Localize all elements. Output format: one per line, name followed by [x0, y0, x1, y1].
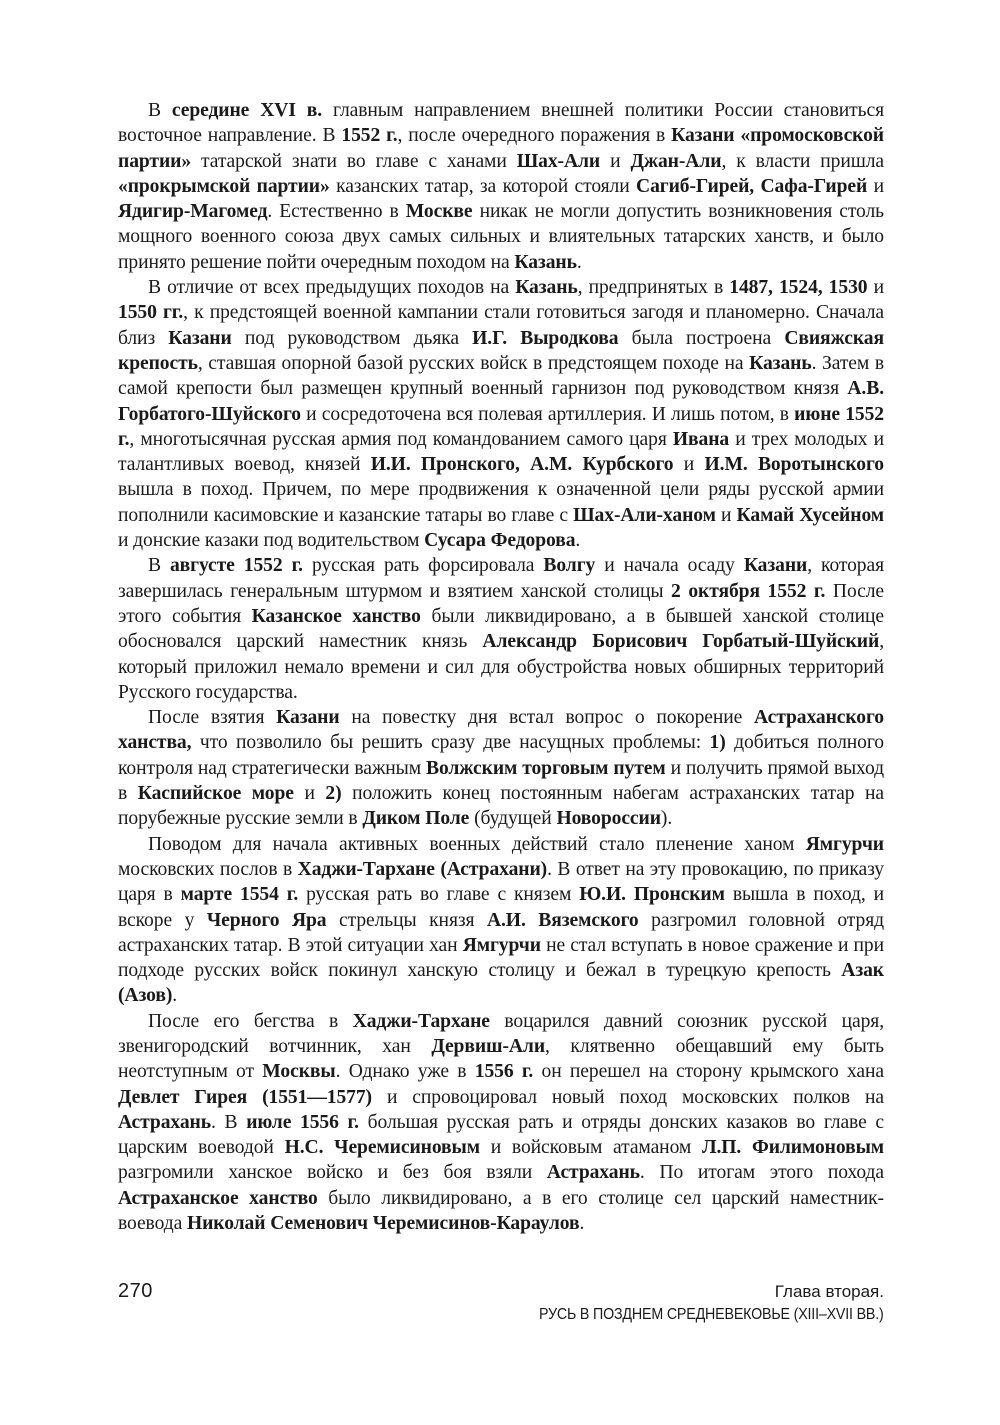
bold-term: Ю.И. Пронским — [579, 884, 725, 906]
bold-term: «прокрымской партии» — [118, 175, 330, 197]
text-run: . Естественно в — [267, 201, 406, 223]
bold-term: Девлет Гирея (1551—1577) — [118, 1086, 372, 1108]
text-run: стрельцы князя — [326, 909, 487, 931]
bold-term: Ядигир-Магомед — [118, 201, 268, 223]
bold-term: Ямгурчи — [462, 934, 541, 956]
text-run: После этого события — [118, 580, 885, 627]
bold-term: Казанское ханство — [251, 605, 421, 627]
text-run: было ликвидировано, а в его столице сел царский наместник-воевода — [118, 1187, 884, 1235]
paragraph — [118, 1009, 884, 1237]
bold-term: июле 1556 г. — [246, 1111, 359, 1133]
bold-term: Азак (Азов) — [118, 960, 884, 1007]
text-run: вышла в поход, и вскоре у — [118, 884, 884, 931]
bold-term: Казань — [749, 352, 812, 374]
text-run: В — [148, 555, 170, 577]
text-run: казанских татар, за которой стояли — [329, 175, 637, 197]
text-run: , которая завершилась генеральным штурмом и взятием ханской столицы — [118, 555, 884, 602]
bold-term: Москвы — [262, 1061, 336, 1083]
bold-term: Астрахань — [118, 1111, 212, 1133]
bold-term: 2) — [325, 783, 342, 805]
bold-term: Ямгурчи — [805, 833, 884, 855]
paragraph — [118, 98, 884, 275]
bold-term: 1550 гг. — [118, 302, 184, 324]
running-footer — [509, 1280, 884, 1326]
text-run: и — [600, 150, 631, 172]
text-run: и получить прямой выход в — [118, 757, 884, 805]
bold-term: Москве — [405, 201, 473, 223]
bold-term: Дервиш-Али — [431, 1035, 546, 1057]
text-run: он перешел на сторону крымского хана — [533, 1061, 884, 1083]
text-run: , ставшая опорной базой русских войск в предстоящем походе на — [197, 352, 750, 374]
text-run: разгромил головной отряд астраханских татар. В этой ситуации хан — [118, 909, 884, 956]
text-run: (будущей — [469, 808, 557, 830]
text-run: и — [673, 454, 705, 476]
text-run: главным направлением внешней политики России становиться восточное направление. В — [118, 100, 884, 147]
text-run: добиться полного контроля над стратегически важным — [118, 732, 884, 779]
bold-term: Л.П. Филимоновым — [701, 1137, 885, 1159]
text-run: В — [148, 100, 172, 121]
text-run: , многотысячная русская армия под командованием самого царя — [129, 428, 673, 450]
bold-term: Хаджи-Тархане — [352, 1010, 490, 1032]
body-text — [118, 98, 884, 1236]
bold-term: Астраханского ханства, — [118, 707, 885, 754]
bold-term: середине XVI в. — [171, 100, 323, 121]
bold-term: Николай Семенович Черемисинов-Караулов — [186, 1213, 580, 1235]
text-run: и донские казаки под водительством — [118, 530, 425, 552]
bold-term: Астрахань — [546, 1162, 640, 1184]
bold-term: Свияжская крепость — [118, 327, 884, 374]
text-run: , к власти пришла — [721, 150, 884, 172]
bold-term: 1552 г. — [341, 125, 398, 147]
text-run: московских послов в — [118, 858, 298, 880]
text-run: на повестку дня встал вопрос о покорение — [339, 707, 755, 729]
page-number: 270 — [118, 1280, 153, 1302]
bold-term: Казань — [515, 277, 578, 299]
text-run: и — [867, 277, 884, 299]
text-run: разгромили ханское войско и без боя взяли — [118, 1162, 547, 1184]
text-run: , предпринятых в — [577, 277, 730, 299]
text-run: , который приложил немало времени и сил для обустройства новых обширных территорий Русского государства. — [118, 631, 885, 703]
bold-term: Ивана — [672, 428, 730, 450]
bold-term: Казани — [276, 707, 340, 729]
bold-term: Волгу — [543, 555, 596, 577]
text-run: , к предстоящей военной кампании стали готовиться загодя и планомерно. Сначала близ — [118, 302, 884, 349]
page-footer — [118, 1275, 884, 1335]
bold-term: марте 1554 г. — [180, 884, 299, 906]
bold-term: Сусара Федорова — [424, 530, 576, 552]
bold-term: Камай Хусейном — [736, 504, 885, 526]
bold-term: А.В. Горбатого-Шуйского — [118, 378, 884, 425]
text-run: были ликвидировано, а в бывшей ханской столице обосновался царский наместник князь — [118, 605, 884, 653]
bold-term: Александр Борисович Горбатый-Шуйский — [482, 631, 880, 653]
bold-term: Казани — [168, 327, 232, 349]
bold-term: Казани «промосковской партии» — [118, 125, 884, 172]
bold-term: Шах-Али — [516, 150, 601, 172]
text-run: и — [293, 783, 326, 805]
bold-term: 1556 г. — [474, 1061, 534, 1083]
text-run: и спровоцировал новый поход московских полков на — [372, 1086, 884, 1108]
text-run: и войсковым атаманом — [479, 1137, 702, 1159]
text-run: . Затем в самой крепости был размещен крупный военный гарнизон под руководством князя — [118, 352, 884, 400]
bold-term: А.И. Вяземского — [486, 909, 639, 931]
text-run: После взятия — [148, 707, 277, 729]
chapter-label: Глава вторая. — [774, 1282, 884, 1301]
text-run: татарской знати во главе с ханами — [191, 150, 517, 172]
text-run: и — [715, 504, 737, 526]
bold-term: Волжским торговым путем — [425, 757, 666, 779]
text-run: русская рать во главе с князем — [298, 884, 580, 906]
text-run: и трех молодых и талантливых воевод, князей — [118, 428, 884, 476]
text-run: В отличие от всех предыдущих походов на — [148, 277, 516, 299]
chapter-title: РУСЬ В ПОЗДНЕМ СРЕДНЕВЕКОВЬЕ (XIII–XVII ВВ.) — [539, 1306, 884, 1323]
text-run: . — [172, 985, 178, 1007]
text-run: положить конец постоянным набегам астраханских татар на порубежные русские земли в — [118, 783, 885, 830]
paragraph — [118, 275, 884, 553]
bold-term: Черного Яра — [206, 909, 327, 931]
bold-term: Хаджи-Тархане (Астрахани) — [297, 858, 548, 880]
bold-term: 1487, 1524, 1530 — [729, 277, 868, 299]
bold-term: И.Г. Выродкова — [472, 327, 619, 349]
text-run: не стал вступать в новое сражение и при подходе русских войск покинул ханскую столицу и бежал в турецкую крепость — [118, 934, 884, 982]
text-run: русская рать форсировала — [302, 555, 544, 577]
paragraph — [118, 553, 884, 705]
text-run: вышла в поход. Причем, по мере продвижения к означенной цели ряды русской армии пополнили касимовские и казанские татары во главе с — [118, 479, 884, 526]
text-run: . По итогам этого похода — [639, 1162, 884, 1184]
bold-term: 2 октября 1552 г. — [671, 580, 826, 602]
bold-term: Шах-Али-ханом — [573, 504, 716, 526]
bold-term: Новороссии — [556, 808, 661, 830]
text-run: и сосредоточена вся полевая артиллерия. И лишь потом, в — [300, 403, 795, 425]
text-run: , клятвенно обещавший ему быть неотступным от — [118, 1035, 884, 1083]
text-run: . — [579, 1213, 585, 1235]
bold-term: Астраханское ханство — [118, 1187, 318, 1209]
text-run: и начала осаду — [595, 555, 744, 577]
bold-term: июне 1552 г. — [118, 403, 884, 450]
bold-term: Каспийское море — [137, 783, 294, 805]
text-run: большая русская рать и отряды донских казаков во главе с царским воеводой — [118, 1111, 884, 1159]
text-run: Поводом для начала активных военных действий стало пленение ханом — [148, 833, 806, 855]
text-run: После его бегства в — [148, 1010, 353, 1032]
text-run: . В ответ на эту провокацию, по приказу царя в — [118, 858, 884, 906]
bold-term: И.М. Воротынского — [704, 454, 885, 476]
text-run: , после очередного поражения в — [397, 125, 672, 147]
bold-term: 1) — [709, 732, 726, 754]
text-run: . Однако уже в — [335, 1061, 475, 1083]
text-run: никак не могли допустить возникновения столь мощного военного союза двух самых сильных и влиятельных татарских ханств, и было принято решение пойти очередным походом на — [118, 201, 884, 273]
text-run: . В — [211, 1111, 247, 1133]
paragraph — [118, 705, 884, 831]
bold-term: Диком Поле — [362, 808, 470, 830]
text-run: ). — [660, 808, 673, 830]
text-run: и — [867, 175, 884, 197]
text-run: . — [576, 251, 582, 273]
bold-term: Сагиб-Гирей, Сафа-Гирей — [636, 175, 868, 197]
bold-term: Н.С. Черемисиновым — [284, 1137, 480, 1159]
text-run: что позволило бы решить сразу две насущных проблемы: — [191, 732, 710, 754]
bold-term: августе 1552 г. — [169, 555, 303, 577]
bold-term: И.И. Пронского, А.М. Курбского — [370, 454, 674, 476]
paragraph — [118, 832, 884, 1009]
text-run: была построена — [618, 327, 785, 349]
text-run: . — [575, 530, 581, 552]
bold-term: Джан-Али — [630, 150, 722, 172]
text-run: воцарился давний союзник русской царя, звенигородский вотчинник, хан — [118, 1010, 884, 1057]
text-run: под руководством дьяка — [231, 327, 473, 349]
bold-term: Казань — [514, 251, 577, 273]
bold-term: Казани — [743, 555, 808, 577]
